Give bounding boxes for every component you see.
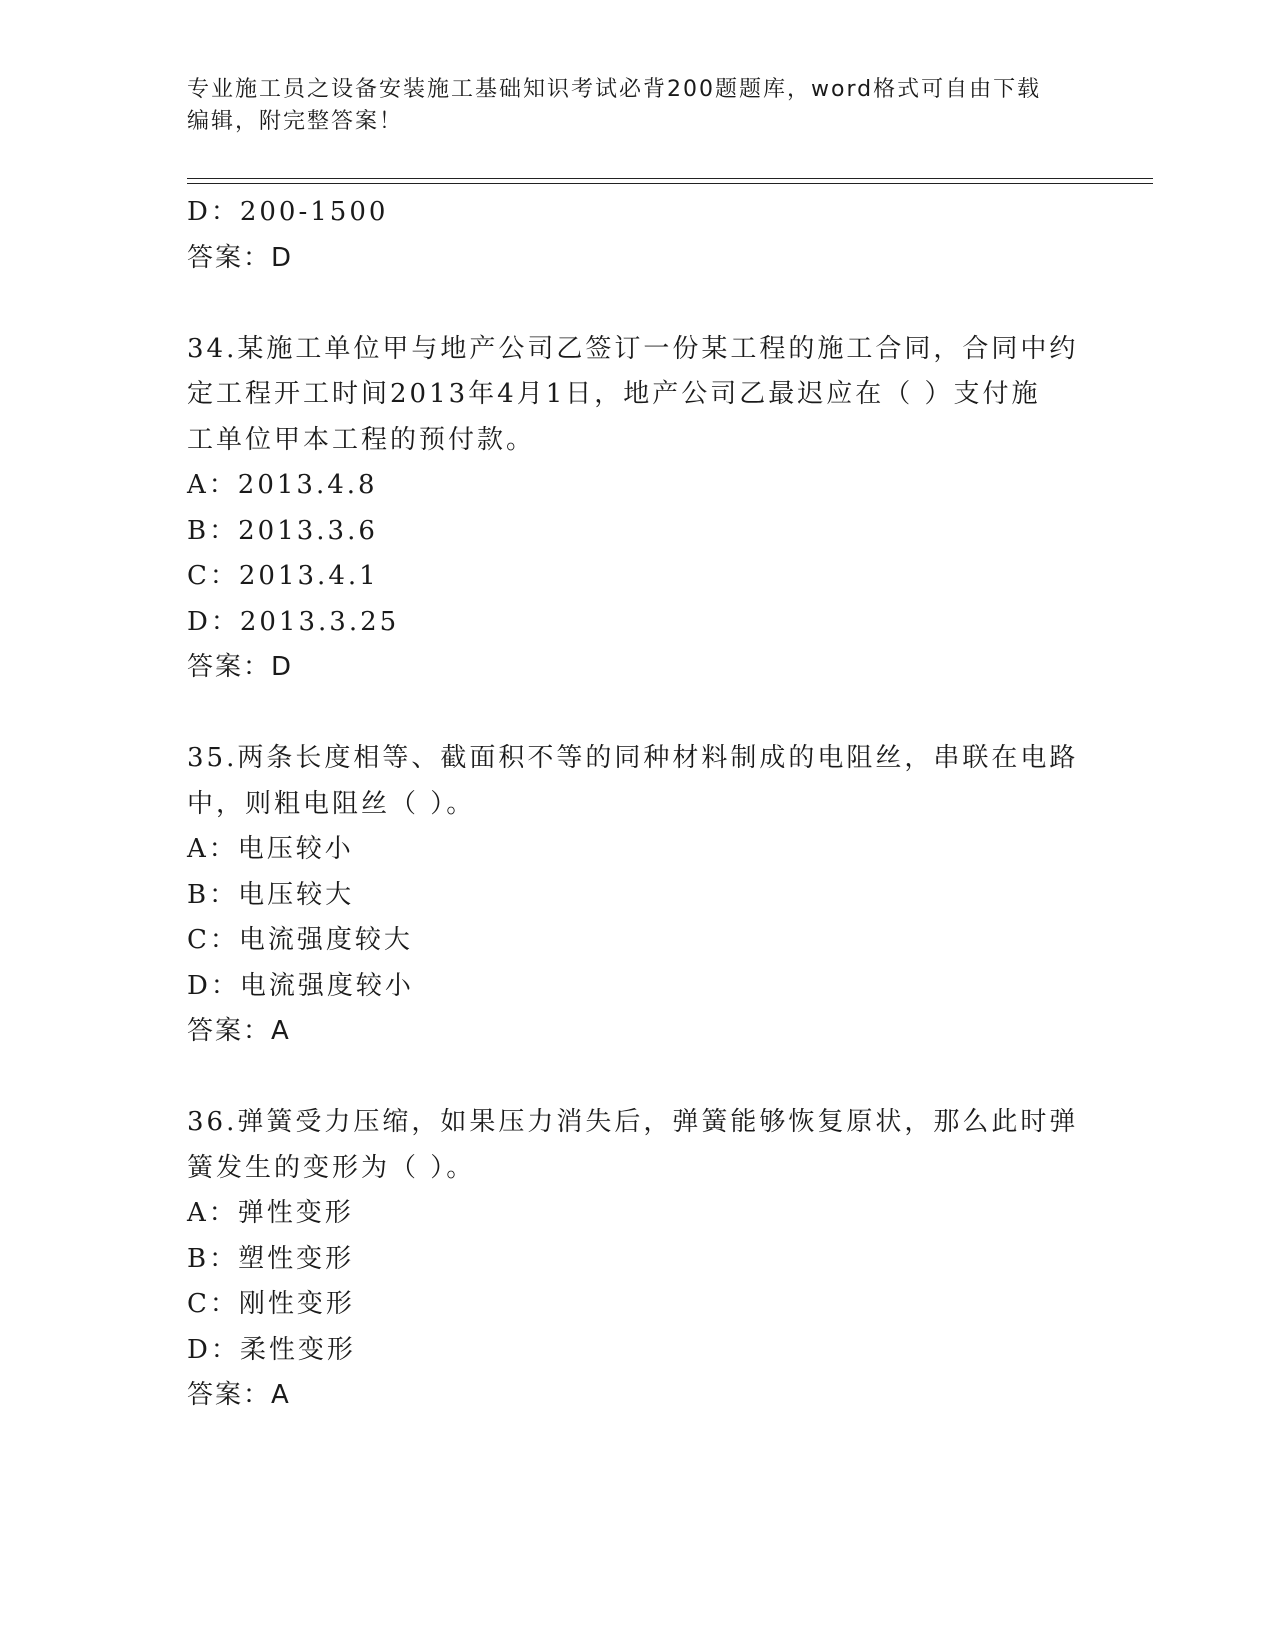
option-d: D：2013.3.25 [187,606,400,637]
option-b: B：塑性变形 [187,1243,355,1274]
answer-line: 答案：D [187,242,294,273]
question-35 [187,736,1087,1055]
spacer [187,1055,1087,1101]
question-stem-line: 工单位甲本工程的预付款。 [187,424,536,455]
question-stem-line: 34.某施工单位甲与地产公司乙签订一份某工程的施工合同，合同中约 [187,333,1079,364]
option-b: B：电压较大 [187,879,355,910]
question-list [187,190,1087,1419]
option-b: B：2013.3.6 [187,515,378,546]
option-c: C：2013.4.1 [187,561,379,591]
header-rule-bottom [187,183,1153,184]
question-stem-line: 定工程开工时间2013年4月1日，地产公司乙最迟应在（ ）支付施 [187,379,1041,409]
answer-line: 答案：D [187,652,294,682]
page-header [187,74,1087,138]
option-a: A：弹性变形 [187,1198,354,1228]
question-34 [187,327,1087,691]
header-rule-top [187,178,1153,179]
header-line-1: 专业施工员之设备安装施工基础知识考试必背200题题库，word格式可自由下载 [187,77,1042,102]
question-stem [187,736,1087,827]
answer-line: 答案：A [187,1016,291,1046]
option-d: D：200-1500 [187,197,389,227]
spacer [187,281,1087,327]
question-stem-line: 中，则粗电阻丝（ ）。 [187,788,476,819]
question-36 [187,1100,1087,1419]
spacer [187,691,1087,737]
option-a: A：2013.4.8 [187,470,378,500]
option-d: D：柔性变形 [187,1334,356,1365]
question-stem-line: 簧发生的变形为（ ）。 [187,1152,476,1183]
question-stem [187,327,1087,464]
option-c: C：电流强度较大 [187,925,413,955]
option-c: C：刚性变形 [187,1289,355,1319]
header-line-2: 编辑，附完整答案！ [187,109,404,134]
question-stem-line: 36.弹簧受力压缩，如果压力消失后，弹簧能够恢复原状，那么此时弹 [187,1107,1079,1137]
option-a: A：电压较小 [187,834,354,864]
question-stem-line: 35.两条长度相等、截面积不等的同种材料制成的电阻丝，串联在电路 [187,743,1079,773]
previous-question-tail [187,190,1087,281]
option-d: D：电流强度较小 [187,970,414,1001]
question-stem [187,1100,1087,1191]
answer-line: 答案：A [187,1380,291,1410]
